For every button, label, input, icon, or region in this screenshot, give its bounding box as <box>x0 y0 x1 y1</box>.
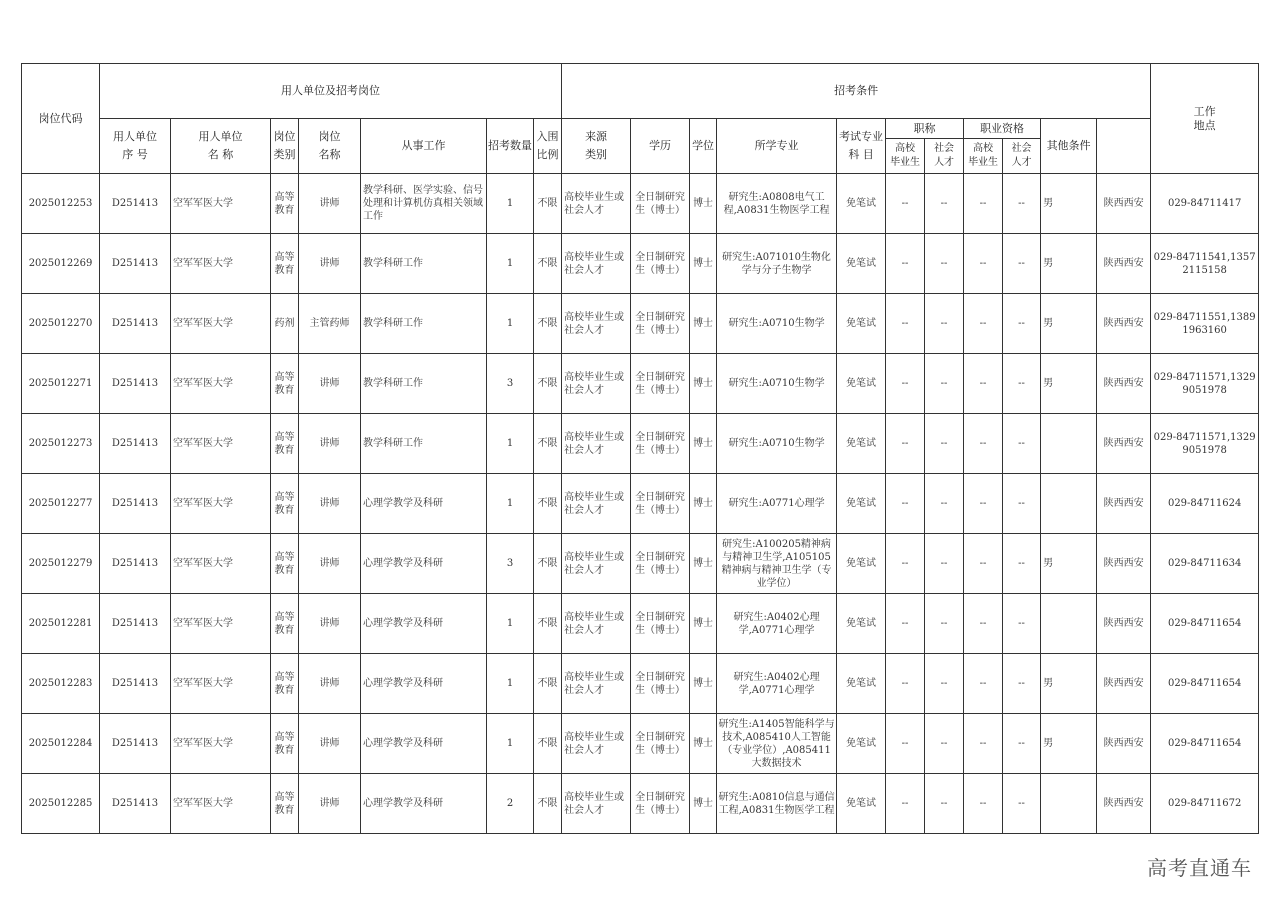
cell-source-type: 高校毕业生或社会人才 <box>562 234 631 294</box>
cell-duty <box>361 714 487 774</box>
cell-duty-text: 心理学教学及科研 <box>363 618 443 629</box>
cell-phone: 029-84711654 <box>1151 654 1259 714</box>
cell-ratio: 不限 <box>534 414 562 474</box>
cell-education: 全日制研究生（博士） <box>631 414 690 474</box>
cell-degree: 博士 <box>690 474 717 534</box>
header-duty: 从事工作 <box>361 119 487 174</box>
cell-title-grad: -- <box>886 534 925 594</box>
cell-ratio: 不限 <box>534 534 562 594</box>
cell-major-text: 研究生:A0810信息与通信工程,A0831生物医学工程 <box>718 791 835 816</box>
header-employer-group: 用人单位及招考岗位 <box>100 64 562 119</box>
header-title-social: 社会 人才 <box>925 139 964 174</box>
cell-education: 全日制研究生（博士） <box>631 294 690 354</box>
cell-unit-name: 空军军医大学 <box>171 474 271 534</box>
cell-other: 男 <box>1041 654 1097 714</box>
cell-duty-text: 教学科研工作 <box>363 438 423 449</box>
header-unit-serial: 用人单位 序 号 <box>100 119 171 174</box>
cell-qual-grad: -- <box>964 534 1003 594</box>
cell-other <box>1041 474 1097 534</box>
cell-duty <box>361 534 487 594</box>
cell-education: 全日制研究生（博士） <box>631 534 690 594</box>
cell-duty-text: 心理学教学及科研 <box>363 678 443 689</box>
cell-exam-subject: 免笔试 <box>837 654 886 714</box>
cell-title-grad: -- <box>886 174 925 234</box>
cell-other: 男 <box>1041 354 1097 414</box>
cell-unit-name: 空军军医大学 <box>171 714 271 774</box>
cell-qual-grad: -- <box>964 594 1003 654</box>
cell-work-location: 陕西西安 <box>1097 234 1151 294</box>
cell-unit-name: 空军军医大学 <box>171 414 271 474</box>
cell-position-code: 2025012284 <box>22 714 100 774</box>
cell-phone: 029-84711654 <box>1151 714 1259 774</box>
cell-title-social: -- <box>925 294 964 354</box>
cell-major <box>717 774 837 834</box>
cell-major-text: 研究生:A100205精神病与精神卫生学,A105105精神病与精神卫生学（专业学位） <box>721 538 832 589</box>
cell-major <box>717 414 837 474</box>
cell-post-type: 高等 教育 <box>271 534 299 594</box>
cell-ratio: 不限 <box>534 474 562 534</box>
cell-quota: 1 <box>487 414 534 474</box>
cell-duty <box>361 594 487 654</box>
cell-source-type: 高校毕业生或社会人才 <box>562 534 631 594</box>
cell-qual-social: -- <box>1003 534 1041 594</box>
cell-exam-subject: 免笔试 <box>837 354 886 414</box>
cell-unit-serial: D251413 <box>100 294 171 354</box>
cell-other: 男 <box>1041 294 1097 354</box>
cell-ratio: 不限 <box>534 774 562 834</box>
cell-exam-subject: 免笔试 <box>837 474 886 534</box>
cell-source-type: 高校毕业生或社会人才 <box>562 474 631 534</box>
table-row <box>22 414 1259 474</box>
cell-education: 全日制研究生（博士） <box>631 234 690 294</box>
cell-other <box>1041 414 1097 474</box>
cell-post-name: 讲师 <box>299 354 361 414</box>
cell-unit-serial: D251413 <box>100 174 171 234</box>
cell-source-type: 高校毕业生或社会人才 <box>562 414 631 474</box>
cell-position-code: 2025012279 <box>22 534 100 594</box>
cell-duty-text: 心理学教学及科研 <box>363 498 443 509</box>
cell-phone: 029-84711551,13891963160 <box>1151 294 1259 354</box>
cell-work-location: 陕西西安 <box>1097 534 1151 594</box>
cell-other <box>1041 594 1097 654</box>
cell-title-grad: -- <box>886 294 925 354</box>
cell-work-location: 陕西西安 <box>1097 774 1151 834</box>
header-quota: 招考数量 <box>487 119 534 174</box>
cell-education: 全日制研究生（博士） <box>631 654 690 714</box>
recruitment-table <box>21 63 1259 834</box>
cell-major <box>717 294 837 354</box>
header-post-type: 岗位 类别 <box>271 119 299 174</box>
cell-phone: 029-84711571,13299051978 <box>1151 354 1259 414</box>
cell-phone: 029-84711571,13299051978 <box>1151 414 1259 474</box>
cell-unit-serial: D251413 <box>100 654 171 714</box>
cell-qual-social: -- <box>1003 354 1041 414</box>
cell-degree: 博士 <box>690 714 717 774</box>
cell-post-name: 讲师 <box>299 714 361 774</box>
cell-duty-text: 心理学教学及科研 <box>363 738 443 749</box>
cell-phone: 029-84711541,13572115158 <box>1151 234 1259 294</box>
cell-major-text: 研究生:A0710生物学 <box>728 318 825 329</box>
cell-qual-social: -- <box>1003 594 1041 654</box>
cell-other: 男 <box>1041 534 1097 594</box>
cell-title-grad: -- <box>886 654 925 714</box>
cell-major <box>717 594 837 654</box>
cell-quota: 1 <box>487 294 534 354</box>
cell-qual-social: -- <box>1003 174 1041 234</box>
cell-duty-text: 心理学教学及科研 <box>363 798 443 809</box>
cell-ratio: 不限 <box>534 594 562 654</box>
cell-unit-serial: D251413 <box>100 474 171 534</box>
cell-source-type: 高校毕业生或社会人才 <box>562 654 631 714</box>
cell-qual-grad: -- <box>964 234 1003 294</box>
cell-position-code: 2025012283 <box>22 654 100 714</box>
cell-post-name: 讲师 <box>299 594 361 654</box>
cell-major <box>717 714 837 774</box>
cell-title-social: -- <box>925 774 964 834</box>
cell-position-code: 2025012277 <box>22 474 100 534</box>
table-row <box>22 474 1259 534</box>
cell-unit-name: 空军军医大学 <box>171 594 271 654</box>
cell-quota: 1 <box>487 714 534 774</box>
cell-major <box>717 354 837 414</box>
cell-post-type: 高等 教育 <box>271 414 299 474</box>
cell-post-type: 高等 教育 <box>271 654 299 714</box>
cell-ratio: 不限 <box>534 294 562 354</box>
cell-title-grad: -- <box>886 474 925 534</box>
cell-degree: 博士 <box>690 174 717 234</box>
cell-position-code: 2025012270 <box>22 294 100 354</box>
cell-exam-subject: 免笔试 <box>837 414 886 474</box>
cell-duty-text: 教学科研、医学实验、信号处理和计算机仿真相关领域工作 <box>363 185 483 222</box>
table-header <box>22 64 1259 174</box>
cell-education: 全日制研究生（博士） <box>631 174 690 234</box>
cell-duty <box>361 174 487 234</box>
cell-qual-grad: -- <box>964 414 1003 474</box>
cell-quota: 3 <box>487 534 534 594</box>
cell-exam-subject: 免笔试 <box>837 594 886 654</box>
cell-title-social: -- <box>925 234 964 294</box>
cell-title-grad: -- <box>886 414 925 474</box>
cell-source-type: 高校毕业生或社会人才 <box>562 594 631 654</box>
cell-major-text: 研究生:A0808电气工程,A0831生物医学工程 <box>723 191 830 216</box>
cell-title-social: -- <box>925 714 964 774</box>
header-qual-group: 职业资格 <box>964 119 1041 139</box>
cell-unit-serial: D251413 <box>100 534 171 594</box>
cell-degree: 博士 <box>690 294 717 354</box>
table-row <box>22 234 1259 294</box>
cell-qual-social: -- <box>1003 654 1041 714</box>
cell-duty-text: 教学科研工作 <box>363 318 423 329</box>
cell-ratio: 不限 <box>534 654 562 714</box>
cell-duty <box>361 294 487 354</box>
cell-post-type: 高等 教育 <box>271 774 299 834</box>
cell-post-name: 讲师 <box>299 654 361 714</box>
cell-quota: 2 <box>487 774 534 834</box>
header-title-group: 职称 <box>886 119 964 139</box>
cell-unit-name: 空军军医大学 <box>171 234 271 294</box>
cell-position-code: 2025012281 <box>22 594 100 654</box>
cell-exam-subject: 免笔试 <box>837 774 886 834</box>
cell-phone: 029-84711654 <box>1151 594 1259 654</box>
header-post-name: 岗位 名称 <box>299 119 361 174</box>
cell-title-social: -- <box>925 654 964 714</box>
cell-ratio: 不限 <box>534 234 562 294</box>
cell-post-type: 高等 教育 <box>271 474 299 534</box>
cell-education: 全日制研究生（博士） <box>631 474 690 534</box>
table-row <box>22 594 1259 654</box>
cell-post-name: 讲师 <box>299 534 361 594</box>
cell-major <box>717 654 837 714</box>
header-major: 所学专业 <box>717 119 837 174</box>
cell-title-social: -- <box>925 354 964 414</box>
cell-major <box>717 534 837 594</box>
cell-duty-text: 心理学教学及科研 <box>363 558 443 569</box>
table-row <box>22 294 1259 354</box>
cell-qual-grad: -- <box>964 714 1003 774</box>
cell-quota: 3 <box>487 354 534 414</box>
cell-education: 全日制研究生（博士） <box>631 774 690 834</box>
cell-post-name: 讲师 <box>299 234 361 294</box>
cell-quota: 1 <box>487 474 534 534</box>
cell-major-text: 研究生:A0402心理学,A0771心理学 <box>733 671 820 696</box>
cell-work-location: 陕西西安 <box>1097 474 1151 534</box>
cell-title-social: -- <box>925 474 964 534</box>
cell-qual-grad: -- <box>964 354 1003 414</box>
cell-quota: 1 <box>487 594 534 654</box>
cell-work-location: 陕西西安 <box>1097 654 1151 714</box>
cell-major <box>717 234 837 294</box>
cell-post-type: 高等 教育 <box>271 714 299 774</box>
cell-title-grad: -- <box>886 234 925 294</box>
cell-major-text: 研究生:A0710生物学 <box>728 378 825 389</box>
cell-major <box>717 174 837 234</box>
cell-degree: 博士 <box>690 354 717 414</box>
cell-ratio: 不限 <box>534 714 562 774</box>
cell-quota: 1 <box>487 174 534 234</box>
cell-other: 男 <box>1041 714 1097 774</box>
header-position-code: 岗位代码 <box>22 64 100 174</box>
cell-post-type: 药剂 <box>271 294 299 354</box>
cell-title-grad: -- <box>886 354 925 414</box>
header-title-grad: 高校 毕业生 <box>886 139 925 174</box>
header-ratio: 入围 比例 <box>534 119 562 174</box>
header-work-location: 工作 地点 <box>1151 64 1259 174</box>
cell-post-type: 高等 教育 <box>271 594 299 654</box>
cell-position-code: 2025012271 <box>22 354 100 414</box>
cell-qual-social: -- <box>1003 474 1041 534</box>
header-source-type: 来源 类别 <box>562 119 631 174</box>
cell-qual-grad: -- <box>964 774 1003 834</box>
cell-degree: 博士 <box>690 234 717 294</box>
cell-degree: 博士 <box>690 534 717 594</box>
cell-unit-name: 空军军医大学 <box>171 294 271 354</box>
cell-unit-serial: D251413 <box>100 714 171 774</box>
cell-unit-serial: D251413 <box>100 234 171 294</box>
cell-post-name: 讲师 <box>299 414 361 474</box>
cell-duty <box>361 474 487 534</box>
cell-education: 全日制研究生（博士） <box>631 354 690 414</box>
cell-other: 男 <box>1041 234 1097 294</box>
header-degree: 学位 <box>690 119 717 174</box>
cell-unit-name: 空军军医大学 <box>171 174 271 234</box>
cell-qual-social: -- <box>1003 774 1041 834</box>
cell-position-code: 2025012253 <box>22 174 100 234</box>
cell-post-name: 主管药师 <box>299 294 361 354</box>
cell-phone: 029-84711624 <box>1151 474 1259 534</box>
cell-phone: 029-84711634 <box>1151 534 1259 594</box>
cell-position-code: 2025012273 <box>22 414 100 474</box>
cell-degree: 博士 <box>690 414 717 474</box>
header-conditions-group: 招考条件 <box>562 64 1151 119</box>
table-body <box>22 174 1259 834</box>
cell-major-text: 研究生:A1405智能科学与技术,A085410人工智能（专业学位）,A085411大数据技术 <box>718 718 835 769</box>
cell-qual-grad: -- <box>964 654 1003 714</box>
cell-source-type: 高校毕业生或社会人才 <box>562 174 631 234</box>
cell-education: 全日制研究生（博士） <box>631 714 690 774</box>
cell-duty <box>361 354 487 414</box>
cell-degree: 博士 <box>690 594 717 654</box>
cell-duty-text: 教学科研工作 <box>363 378 423 389</box>
cell-post-type: 高等 教育 <box>271 234 299 294</box>
cell-unit-serial: D251413 <box>100 354 171 414</box>
cell-qual-grad: -- <box>964 294 1003 354</box>
cell-work-location: 陕西西安 <box>1097 294 1151 354</box>
cell-title-grad: -- <box>886 774 925 834</box>
cell-work-location: 陕西西安 <box>1097 594 1151 654</box>
cell-major-text: 研究生:A071010生物化学与分子生物学 <box>722 251 831 276</box>
cell-unit-name: 空军军医大学 <box>171 534 271 594</box>
cell-source-type: 高校毕业生或社会人才 <box>562 294 631 354</box>
cell-title-social: -- <box>925 414 964 474</box>
cell-post-type: 高等 教育 <box>271 174 299 234</box>
cell-degree: 博士 <box>690 654 717 714</box>
cell-ratio: 不限 <box>534 174 562 234</box>
cell-position-code: 2025012269 <box>22 234 100 294</box>
cell-duty <box>361 774 487 834</box>
cell-quota: 1 <box>487 654 534 714</box>
header-qual-social: 社会 人才 <box>1003 139 1041 174</box>
cell-work-location: 陕西西安 <box>1097 174 1151 234</box>
header-other: 其他条件 <box>1041 119 1097 174</box>
header-exam-subject: 考试专业 科 目 <box>837 119 886 174</box>
watermark: 高考直通车 <box>1147 856 1252 880</box>
cell-education: 全日制研究生（博士） <box>631 594 690 654</box>
cell-phone: 029-84711417 <box>1151 174 1259 234</box>
cell-degree: 博士 <box>690 774 717 834</box>
cell-exam-subject: 免笔试 <box>837 534 886 594</box>
cell-qual-social: -- <box>1003 714 1041 774</box>
cell-work-location: 陕西西安 <box>1097 414 1151 474</box>
cell-post-type: 高等 教育 <box>271 354 299 414</box>
cell-unit-serial: D251413 <box>100 414 171 474</box>
table-row <box>22 534 1259 594</box>
cell-major-text: 研究生:A0402心理学,A0771心理学 <box>733 611 820 636</box>
cell-duty <box>361 654 487 714</box>
table-row <box>22 174 1259 234</box>
cell-exam-subject: 免笔试 <box>837 174 886 234</box>
table-row <box>22 774 1259 834</box>
cell-qual-grad: -- <box>964 174 1003 234</box>
cell-title-social: -- <box>925 594 964 654</box>
cell-unit-serial: D251413 <box>100 594 171 654</box>
cell-title-social: -- <box>925 174 964 234</box>
cell-title-grad: -- <box>886 594 925 654</box>
cell-position-code: 2025012285 <box>22 774 100 834</box>
cell-title-social: -- <box>925 534 964 594</box>
header-qual-grad: 高校 毕业生 <box>964 139 1003 174</box>
cell-title-grad: -- <box>886 714 925 774</box>
cell-phone: 029-84711672 <box>1151 774 1259 834</box>
cell-exam-subject: 免笔试 <box>837 294 886 354</box>
table-row <box>22 654 1259 714</box>
cell-source-type: 高校毕业生或社会人才 <box>562 714 631 774</box>
cell-other <box>1041 774 1097 834</box>
cell-ratio: 不限 <box>534 354 562 414</box>
cell-qual-social: -- <box>1003 294 1041 354</box>
cell-unit-serial: D251413 <box>100 774 171 834</box>
header-unit-name: 用人单位 名 称 <box>171 119 271 174</box>
header-education: 学历 <box>631 119 690 174</box>
cell-major <box>717 474 837 534</box>
cell-post-name: 讲师 <box>299 174 361 234</box>
table-row <box>22 354 1259 414</box>
cell-work-location: 陕西西安 <box>1097 354 1151 414</box>
cell-major-text: 研究生:A0771心理学 <box>728 498 825 509</box>
cell-quota: 1 <box>487 234 534 294</box>
cell-unit-name: 空军军医大学 <box>171 654 271 714</box>
cell-qual-social: -- <box>1003 414 1041 474</box>
cell-qual-social: -- <box>1003 234 1041 294</box>
cell-unit-name: 空军军医大学 <box>171 774 271 834</box>
cell-duty <box>361 414 487 474</box>
cell-duty-text: 教学科研工作 <box>363 258 423 269</box>
cell-exam-subject: 免笔试 <box>837 234 886 294</box>
cell-source-type: 高校毕业生或社会人才 <box>562 354 631 414</box>
cell-post-name: 讲师 <box>299 474 361 534</box>
cell-source-type: 高校毕业生或社会人才 <box>562 774 631 834</box>
cell-other: 男 <box>1041 174 1097 234</box>
table-row <box>22 714 1259 774</box>
cell-duty <box>361 234 487 294</box>
cell-major-text: 研究生:A0710生物学 <box>728 438 825 449</box>
cell-post-name: 讲师 <box>299 774 361 834</box>
cell-unit-name: 空军军医大学 <box>171 354 271 414</box>
cell-exam-subject: 免笔试 <box>837 714 886 774</box>
cell-work-location: 陕西西安 <box>1097 714 1151 774</box>
cell-qual-grad: -- <box>964 474 1003 534</box>
